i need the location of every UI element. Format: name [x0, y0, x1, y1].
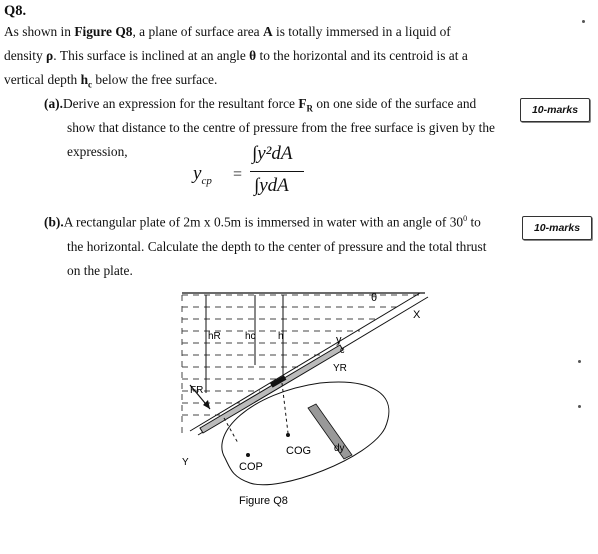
label-dy: dy	[334, 443, 345, 454]
part-a-line-3: expression,	[67, 144, 128, 159]
label-y: y	[336, 334, 342, 346]
part-b-marks-badge: 10-marks	[522, 216, 592, 240]
eq-fraction-bar	[250, 171, 304, 172]
intro-line-1: As shown in Figure Q8, a plane of surface area A is totally immersed in a liquid of	[4, 24, 451, 39]
figure-q8	[170, 283, 440, 518]
label-yr: YR	[333, 363, 347, 374]
part-b-line-1: (b).A rectangular plate of 2m x 0.5m is immersed in water with an angle of $30^0$ to	[44, 214, 481, 230]
scan-dot	[582, 20, 585, 23]
dy-strip	[308, 404, 352, 459]
incline-line-1	[190, 293, 420, 431]
question-number: Q8.	[4, 3, 27, 19]
eq-numerator: ∫y²dA	[252, 143, 293, 164]
label-theta: θ	[371, 292, 378, 304]
proj-line-1	[224, 418, 238, 443]
part-b-line-3: on the plate.	[67, 263, 133, 278]
scan-dot	[578, 360, 581, 363]
eq-equals: =	[233, 166, 243, 183]
part-a-line-1: (a).Derive an expression for the resultant force $F_R$ on one side of the surface and	[44, 96, 477, 114]
label-x: X	[413, 309, 421, 321]
part-b-line-2: the horizontal. Calculate the depth to the center of pressure and the total thrust	[67, 239, 487, 254]
label-hr: hR	[208, 331, 221, 342]
cog-point	[286, 433, 290, 437]
label-hc: hc	[245, 331, 256, 342]
label-cog: COG	[286, 445, 312, 457]
label-h: h	[278, 331, 284, 342]
intro-line-2: density ρ. This surface is inclined at an angle θ to the horizontal and its centroid is at a	[4, 48, 468, 63]
eq-lhs: $y_{cp}$	[193, 163, 212, 187]
scan-dot	[578, 405, 581, 408]
figure-caption: Figure Q8	[239, 495, 288, 507]
label-yc: c	[340, 345, 345, 355]
label-y-axis: Y	[182, 457, 189, 468]
eq-denominator: ∫ydA	[254, 175, 289, 196]
label-fr: FR	[190, 385, 204, 396]
part-a-line-2: show that distance to the centre of pressure from the free surface is given by the	[67, 120, 495, 135]
cop-point	[246, 453, 250, 457]
intro-line-3: vertical depth $h_c$ below the free surface.	[4, 72, 218, 90]
label-cop: COP	[239, 461, 263, 473]
part-a-marks-badge: 10-marks	[520, 98, 590, 122]
